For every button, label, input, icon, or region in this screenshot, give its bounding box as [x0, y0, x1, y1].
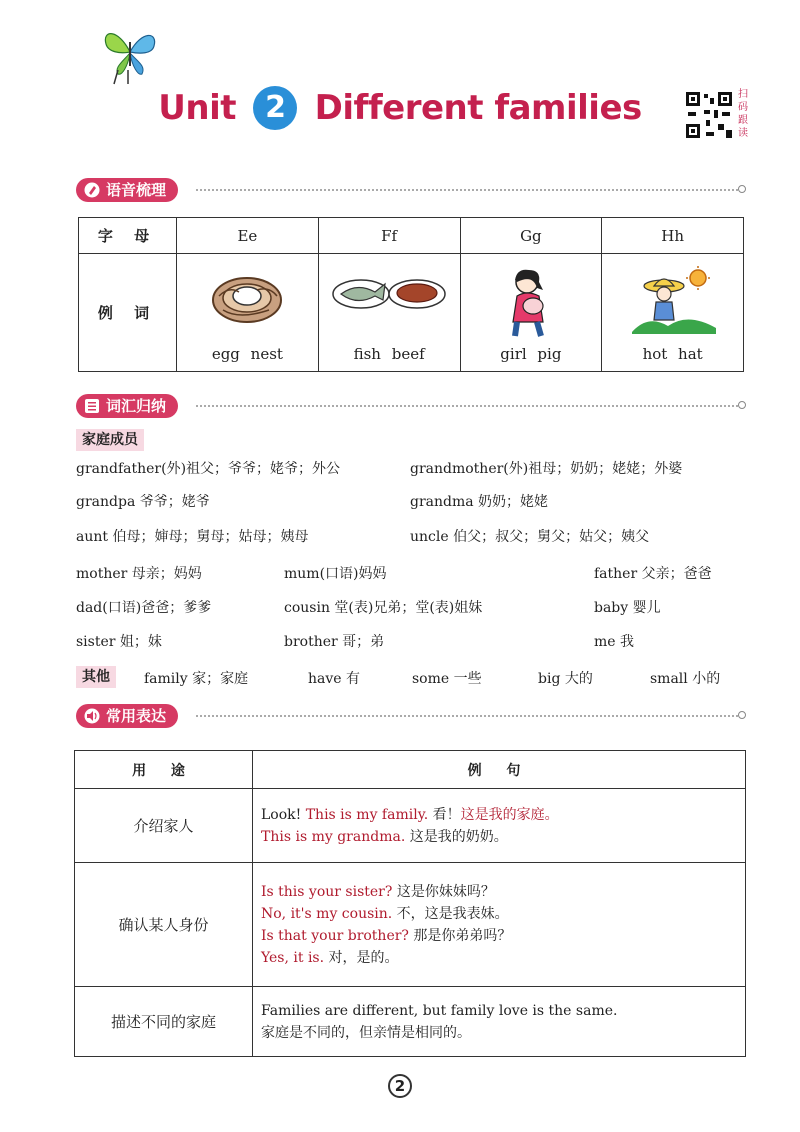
- table-row: [75, 789, 746, 863]
- example-sentence: [261, 826, 745, 848]
- section-pill-phonics: 语音梳理: [76, 178, 178, 202]
- example-cell-ff: [318, 254, 460, 372]
- vocab-item: grandmother(外)祖母；奶奶；姥姥；外婆: [410, 461, 683, 477]
- example-sentence: [261, 804, 745, 826]
- divider-end-dot: [738, 185, 746, 193]
- vocab-item: grandfather(外)祖父；爷爷；姥爷；外公: [76, 461, 341, 477]
- vocab-item: mum(口语)妈妈: [284, 566, 387, 582]
- unit-title: [0, 88, 800, 132]
- letter-cell: Gg: [460, 218, 602, 254]
- butterfly-icon: [100, 22, 160, 86]
- vocab-item: me 我: [594, 634, 635, 650]
- vocab-item: cousin 堂(表)兄弟；堂(表)姐妹: [284, 600, 483, 616]
- vocab-row: [76, 563, 756, 585]
- other-label: 其他: [76, 666, 116, 688]
- example-words: egg nest: [211, 345, 283, 363]
- unit-title-text: Different families: [314, 88, 642, 128]
- fish-beef-icon: [331, 266, 447, 316]
- example-sentence: [261, 881, 745, 903]
- sentence-segment: 这是我的奶奶。: [405, 828, 508, 845]
- example-sentence: [261, 903, 745, 925]
- vocab-item: small 小的: [650, 671, 721, 687]
- section-pill-expressions: 常用表达: [76, 704, 178, 728]
- sentence-segment: Families are different, but family love is the same.: [261, 1002, 618, 1019]
- table-row: [75, 863, 746, 987]
- vocab-item: have 有: [308, 671, 361, 687]
- family-members-label: 家庭成员: [76, 429, 144, 451]
- example-row-label: 例 词: [79, 254, 177, 372]
- sentence-segment: Is that your brother?: [261, 927, 409, 944]
- example-cell-ee: [177, 254, 319, 372]
- page-number: 2: [388, 1074, 412, 1098]
- vocab-item: grandpa 爷爷；姥爷: [76, 494, 210, 510]
- speaker-icon: [84, 708, 100, 724]
- col-header-example: 例 句: [253, 751, 746, 789]
- vocab-row: [76, 597, 756, 619]
- qr-code-icon[interactable]: [684, 90, 734, 140]
- example-sentence: [261, 1022, 745, 1044]
- letter-row-label: 字 母: [79, 218, 177, 254]
- example-cell: [253, 987, 746, 1057]
- example-sentence: [261, 1000, 745, 1022]
- sentence-segment: This is my family.: [305, 806, 429, 823]
- vocab-item: sister 姐；妹: [76, 634, 162, 650]
- egg-nest-icon: [209, 266, 285, 326]
- sentence-segment: 那是你弟弟吗？: [408, 927, 512, 944]
- vocab-item: uncle 伯父；叔父；舅父；姑父；姨父: [410, 529, 650, 545]
- pen-icon: [84, 182, 100, 198]
- sentence-segment: Look!: [261, 806, 306, 823]
- other-vocab-row: [0, 668, 800, 690]
- example-cell-hh: [602, 254, 744, 372]
- sentence-segment: This is my grandma.: [261, 828, 406, 845]
- sentence-segment: 对，是的。: [324, 949, 399, 966]
- letter-cell: Ee: [177, 218, 319, 254]
- vocab-item: grandma 奶奶；姥姥: [410, 494, 549, 510]
- divider-end-dot: [738, 711, 746, 719]
- col-header-use: 用 途: [75, 751, 253, 789]
- letter-cell: Hh: [602, 218, 744, 254]
- example-words: fish beef: [353, 345, 425, 363]
- section-header-phonics: [76, 178, 746, 204]
- vocab-item: baby 婴儿: [594, 600, 661, 616]
- sentence-segment: 不，这是我表妹。: [392, 905, 509, 922]
- section-pill-vocabulary: 词汇归纳: [76, 394, 178, 418]
- vocab-item: brother 哥；弟: [284, 634, 385, 650]
- vocab-row: [76, 526, 756, 548]
- vocab-item: father 父亲；爸爸: [594, 566, 712, 582]
- letter-cell: Ff: [318, 218, 460, 254]
- vocab-item: aunt 伯母；婶母；舅母；姑母；姨母: [76, 529, 309, 545]
- hot-hat-icon: [628, 266, 718, 336]
- vocab-item: family 家；家庭: [144, 671, 249, 687]
- use-cell: 介绍家人: [75, 789, 253, 863]
- section-header-vocabulary: [76, 394, 746, 420]
- sentence-segment: 这是你妹妹吗？: [392, 883, 495, 900]
- vocab-item: dad(口语)爸爸；爹爹: [76, 600, 212, 616]
- girl-pig-icon: [503, 266, 559, 338]
- vocab-item: big 大的: [538, 671, 593, 687]
- vocab-item: some 一些: [412, 671, 482, 687]
- example-cell: [253, 863, 746, 987]
- phonics-table: [78, 217, 744, 372]
- example-sentence: [261, 925, 745, 947]
- example-cell: [253, 789, 746, 863]
- section-header-expressions: [76, 704, 746, 730]
- use-cell: 描述不同的家庭: [75, 987, 253, 1057]
- example-words: girl pig: [500, 345, 562, 363]
- vocab-row: [76, 458, 756, 480]
- example-sentence: [261, 947, 745, 969]
- sentence-segment: 这是我的家庭。: [460, 806, 559, 823]
- sentence-segment: No, it's my cousin.: [261, 905, 393, 922]
- vocab-item: mother 母亲；妈妈: [76, 566, 202, 582]
- example-cell-gg: [460, 254, 602, 372]
- example-words: hot hat: [642, 345, 703, 363]
- vocab-row: [76, 631, 756, 653]
- unit-number-badge: 2: [253, 86, 297, 130]
- sentence-segment: 看！: [428, 806, 461, 823]
- sentence-segment: Yes, it is.: [261, 949, 325, 966]
- vocab-row: [76, 491, 756, 513]
- qr-caption: 扫 码 跟 读: [738, 89, 748, 139]
- sentence-segment: Is this your sister?: [261, 883, 393, 900]
- table-row: [75, 987, 746, 1057]
- book-icon: [84, 398, 100, 414]
- expressions-table: [74, 750, 746, 1057]
- sentence-segment: 家庭是不同的，但亲情是相同的。: [261, 1024, 471, 1041]
- unit-word: Unit: [158, 88, 236, 128]
- divider-end-dot: [738, 401, 746, 409]
- use-cell: 确认某人身份: [75, 863, 253, 987]
